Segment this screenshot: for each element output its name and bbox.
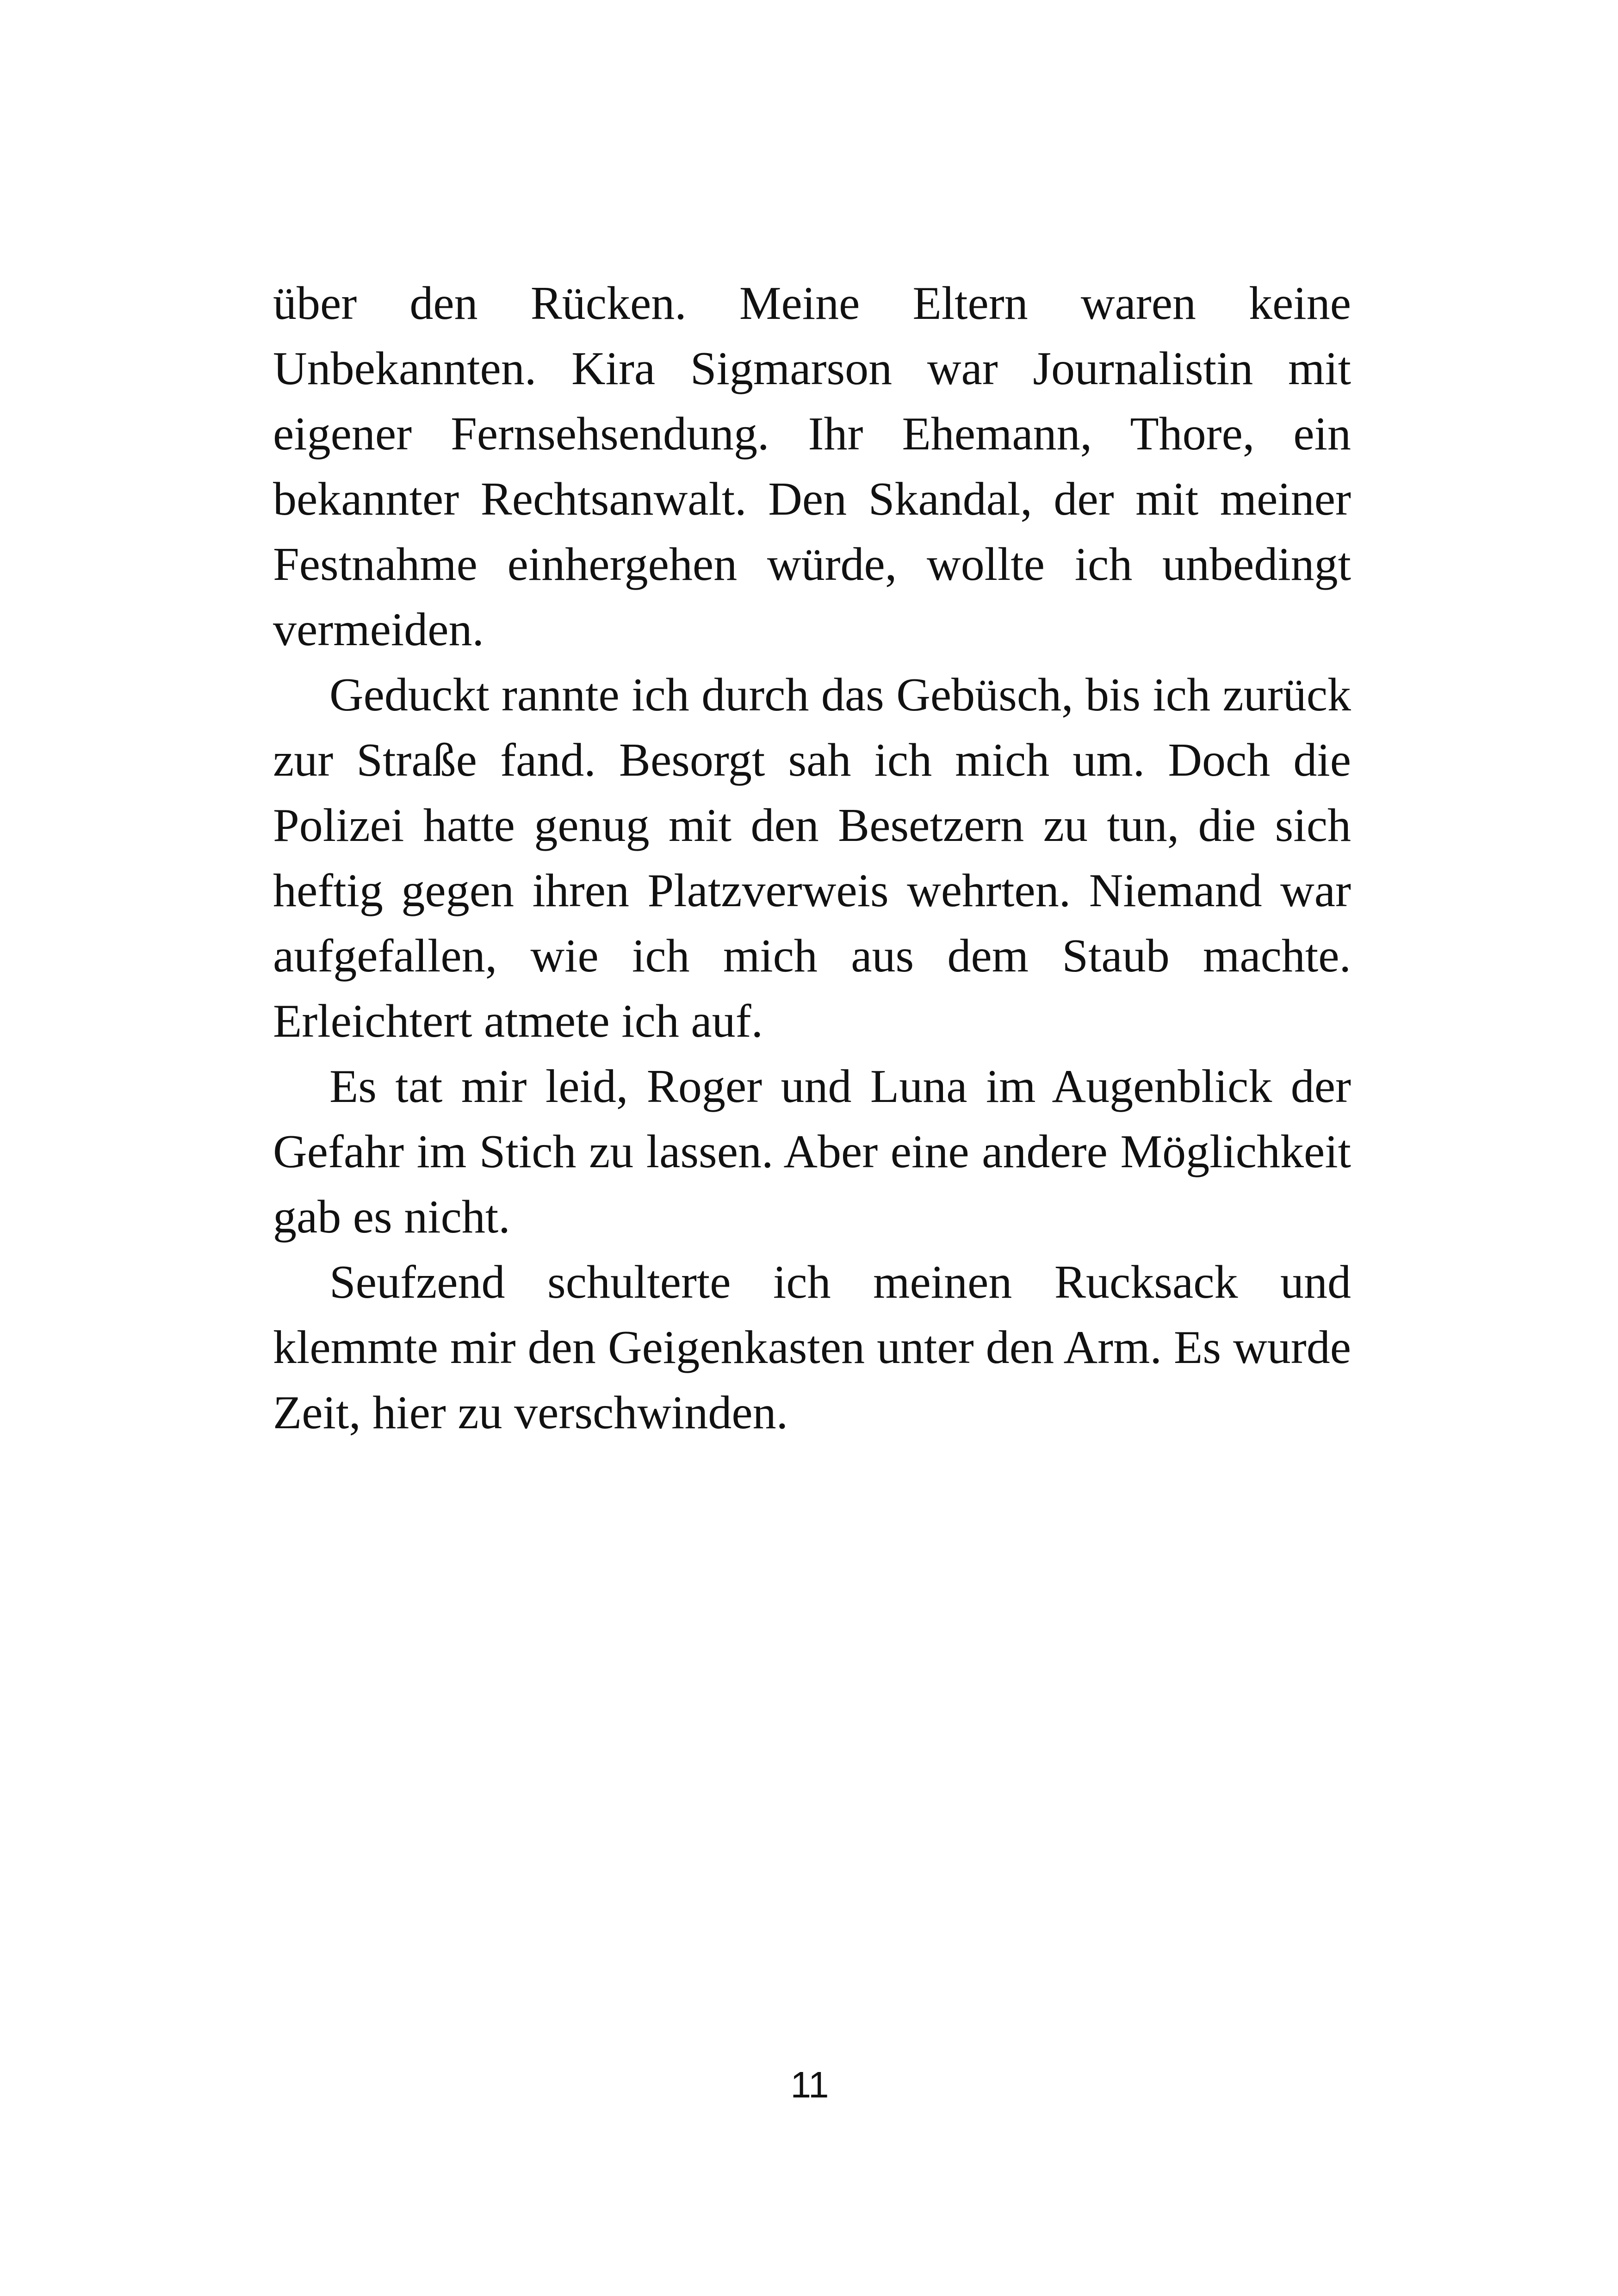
page-number: 11 (790, 2064, 829, 2105)
paragraph-4: Seufzend schulterte ich meinen Rucksack und klemmte mir den Geigenkasten unter den Arm. Es wurde Zeit, hier zu verschwinden. (273, 1256, 1351, 1439)
paragraph-2: Geduckt rannte ich durch das Gebüsch, bis ich zurück zur Straße fand. Besorgt sah ich mich um. Doch die Polizei hatte genug mit den Besetzern zu tun, die sich heftig gegen ihren Platzverweis wehrten. Niemand war aufgefallen, wie ich mich aus dem Staub machte. Erleichtert atmete ich auf. (273, 669, 1351, 1047)
body-text (273, 271, 1351, 1445)
paragraph-1: über den Rücken. Meine Eltern waren keine Unbekannten. Kira Sigmarson war Journalistin mit eigener Fernsehsendung. Ihr Ehemann, Thore, ein bekannter Rechtsanwalt. Den Skandal, der mit meiner Festnahme einhergehen würde, wollte ich unbedingt vermeiden. (273, 277, 1351, 656)
paragraph-3: Es tat mir leid, Roger und Luna im Augenblick der Gefahr im Stich zu lassen. Aber eine andere Möglichkeit gab es nicht. (273, 1060, 1351, 1243)
